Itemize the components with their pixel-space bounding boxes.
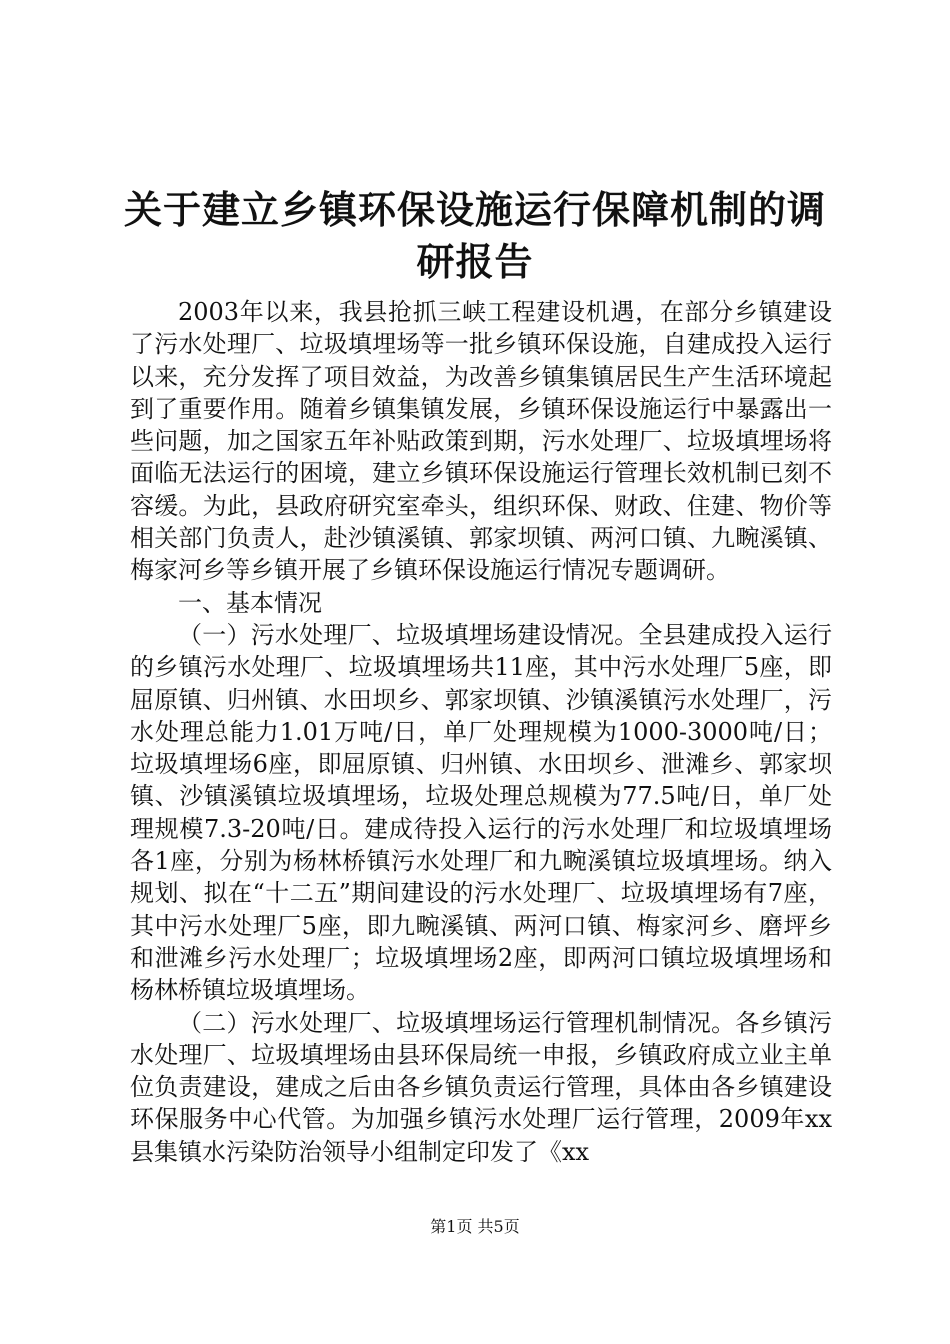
paragraph-operation-mechanism: （二）污水处理厂、垃圾填埋场运行管理机制情况。各乡镇污水处理厂、垃圾填埋场由县环保局统一申报，乡镇政府成立业主单位负责建设，建成之后由各乡镇负责运行管理，具体由各乡镇建设环保服务中心代管。为加强乡镇污水处理厂运行管理，2009年xx县集镇水污染防治领导小组制定印发了《xx — [130, 1008, 832, 1166]
section-heading-basic-situation: 一、基本情况 — [178, 588, 322, 617]
paragraph-intro: 2003年以来，我县抢抓三峡工程建设机遇，在部分乡镇建设了污水处理厂、垃圾填埋场等一批乡镇环保设施，自建成投入运行以来，充分发挥了项目效益，为改善乡镇集镇居民生产生活环境起到了重要作用。随着乡镇集镇发展，乡镇环保设施运行中暴露出一些问题，加之国家五年补贴政策到期，污水处理厂、垃圾填埋场将面临无法运行的困境，建立乡镇环保设施运行管理长效机制已刻不容缓。为此，县政府研究室牵头，组织环保、财政、住建、物价等相关部门负责人，赴沙镇溪镇、郭家坝镇、两河口镇、九畹溪镇、梅家河乡等乡镇开展了乡镇环保设施运行情况专题调研。 — [130, 298, 832, 585]
paragraph-construction-status: （一）污水处理厂、垃圾填埋场建设情况。全县建成投入运行的乡镇污水处理厂、垃圾填埋场共11座，其中污水处理厂5座，即屈原镇、归州镇、水田坝乡、郭家坝镇、沙镇溪镇污水处理厂，污水处理总能力1.01万吨/日，单厂处理规模为1000-3000吨/日；垃圾填埋场6座，即屈原镇、归州镇、水田坝乡、泄滩乡、郭家坝镇、沙镇溪镇垃圾填埋场，垃圾处理总规模为77.5吨/日，单厂处理规模7.3-20吨/日。建成待投入运行的污水处理厂和垃圾填埋场各1座，分别为杨林桥镇污水处理厂和九畹溪镇垃圾填埋场。纳入规划、拟在“十二五”期间建设的污水处理厂、垃圾填埋场有7座，其中污水处理厂5座，即九畹溪镇、两河口镇、梅家河乡、磨坪乡和泄滩乡污水处理厂；垃圾填埋场2座，即两河口镇垃圾填埋场和杨林桥镇垃圾填埋场。 — [130, 620, 832, 1005]
page-footer: 第1页 共5页 — [430, 1217, 520, 1236]
document-title: 关于建立乡镇环保设施运行保障机制的调研报告 — [123, 187, 826, 284]
document-body — [130, 296, 832, 1168]
